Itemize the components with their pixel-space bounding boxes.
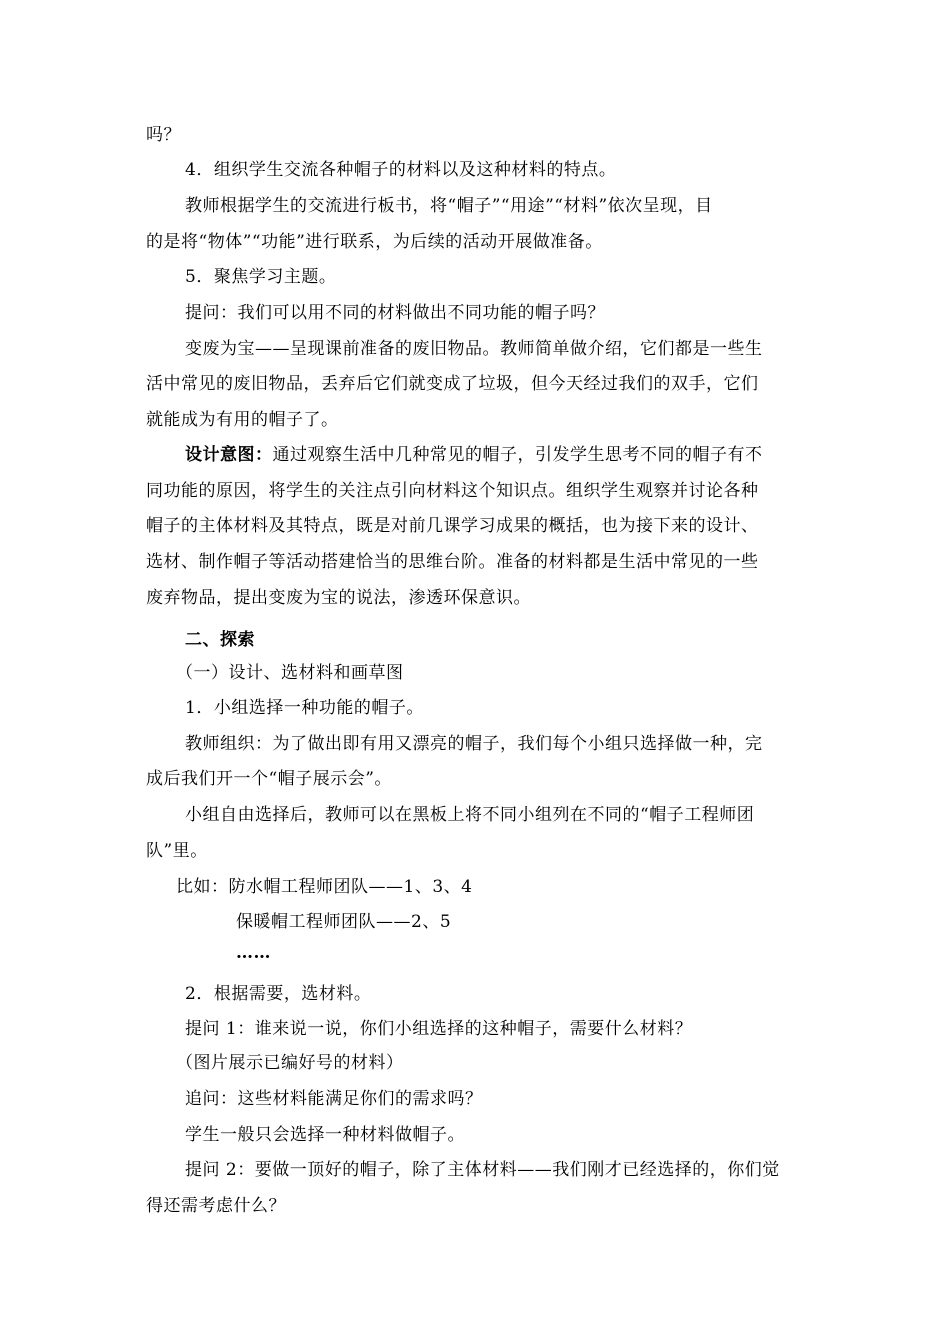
- paragraph-line: 学生一般只会选择一种材料做帽子。: [185, 1125, 465, 1145]
- paragraph-line: 选材、制作帽子等活动搭建恰当的思维台阶。准备的材料都是生活中常见的一些: [146, 552, 759, 572]
- paragraph-line: 小组自由选择后，教师可以在黑板上将不同小组列在不同的“帽子工程师团: [185, 805, 755, 825]
- numbered-item: 2．根据需要，选材料。: [185, 984, 372, 1004]
- paragraph-line: 吗？: [146, 125, 181, 145]
- paragraph-line: 废弃物品，提出变废为宝的说法，渗透环保意识。: [146, 588, 531, 608]
- paragraph-line: 变废为宝——呈现课前准备的废旧物品。教师简单做介绍，它们都是一些生: [185, 339, 763, 359]
- paragraph-line: 得还需考虑什么？: [146, 1196, 286, 1216]
- paragraph-line: 教师组织：为了做出即有用又漂亮的帽子，我们每个小组只选择做一种，完: [185, 734, 763, 754]
- example-line: 比如：防水帽工程师团队——1、3、4: [176, 877, 473, 897]
- subsection-heading: （一）设计、选材料和画草图: [176, 663, 404, 683]
- design-intent-label: 设计意图：: [185, 445, 273, 465]
- numbered-item: 5．聚焦学习主题。: [185, 267, 337, 287]
- paragraph-line: 活中常见的废旧物品，丢弃后它们就变成了垃圾，但今天经过我们的双手，它们: [146, 374, 759, 394]
- example-line: 保暖帽工程师团队——2、5: [236, 912, 452, 932]
- paragraph-line: 帽子的主体材料及其特点，既是对前几课学习成果的概括，也为接下来的设计、: [146, 516, 759, 536]
- numbered-item: 1．小组选择一种功能的帽子。: [185, 698, 424, 718]
- paragraph-line: （图片展示已编好号的材料）: [176, 1053, 404, 1073]
- paragraph-line: 同功能的原因，将学生的关注点引向材料这个知识点。组织学生观察并讨论各种: [146, 481, 759, 501]
- paragraph-line: 追问：这些材料能满足你们的需求吗？: [185, 1089, 483, 1109]
- paragraph-line: 提问 1：谁来说一说，你们小组选择的这种帽子，需要什么材料？: [185, 1019, 693, 1039]
- paragraph-line: 教师根据学生的交流进行板书，将“帽子”“用途”“材料”依次呈现，目: [185, 196, 713, 216]
- ellipsis-line: ……: [236, 943, 271, 963]
- paragraph-line: 就能成为有用的帽子了。: [146, 410, 339, 430]
- paragraph-line: 队”里。: [146, 841, 208, 861]
- paragraph-line: 提问：我们可以用不同的材料做出不同功能的帽子吗？: [185, 303, 605, 323]
- design-intent-text: 通过观察生活中几种常见的帽子，引发学生思考不同的帽子有不: [272, 445, 763, 465]
- paragraph-line: 的是将“物体”“功能”进行联系，为后续的活动开展做准备。: [146, 232, 603, 252]
- paragraph-line: 提问 2：要做一顶好的帽子，除了主体材料——我们刚才已经选择的，你们觉: [185, 1160, 780, 1180]
- design-intent-line: [185, 444, 763, 466]
- paragraph-line: 成后我们开一个“帽子展示会”。: [146, 769, 392, 789]
- numbered-item: 4．组织学生交流各种帽子的材料以及这种材料的特点。: [185, 160, 617, 180]
- section-heading: 二、探索: [185, 630, 255, 650]
